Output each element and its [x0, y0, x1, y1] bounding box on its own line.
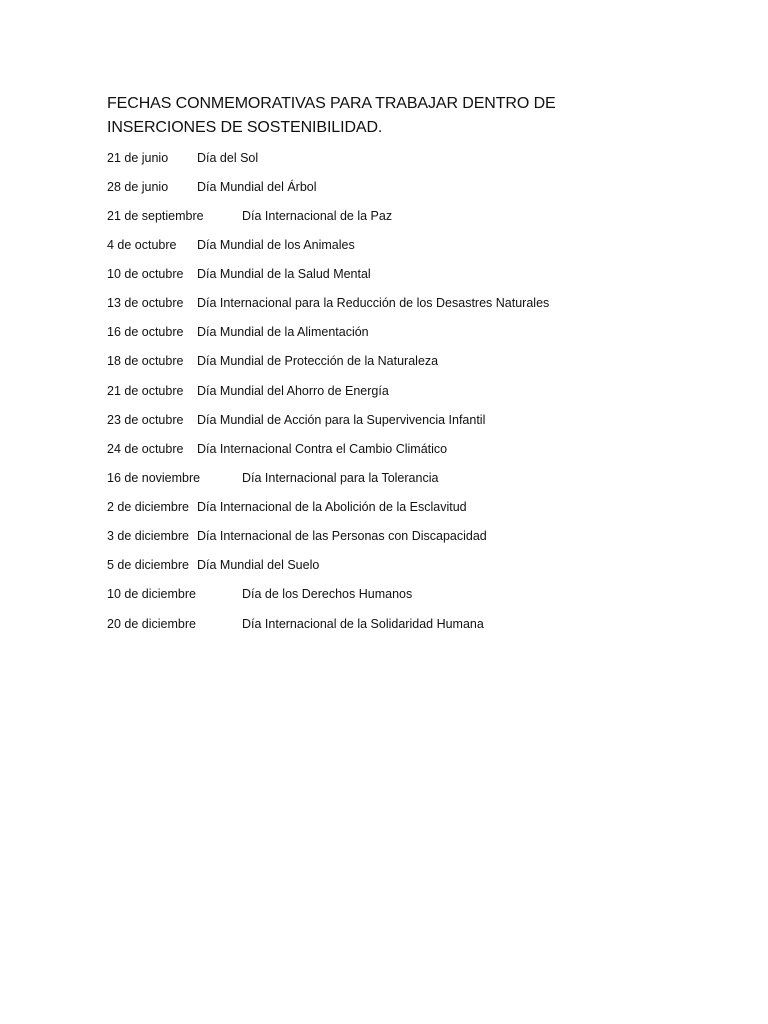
list-item: [107, 439, 707, 459]
entry-event: Día de los Derechos Humanos: [242, 587, 413, 601]
entry-event: Día Internacional Contra el Cambio Climático: [197, 442, 448, 456]
list-item: [107, 148, 707, 168]
list-item: [107, 322, 707, 342]
entry-date: 20 de diciembre: [107, 617, 196, 631]
entry-event: Día Internacional de la Paz: [242, 209, 393, 223]
list-item: [107, 584, 707, 604]
list-item: [107, 614, 707, 634]
list-item: [107, 206, 707, 226]
entry-date: 21 de junio: [107, 151, 169, 165]
list-item: [107, 264, 707, 284]
entry-date: 2 de diciembre: [107, 500, 189, 514]
entry-date: 13 de octubre: [107, 296, 184, 310]
list-item: [107, 526, 707, 546]
list-item: [107, 293, 707, 313]
entry-event: Día Mundial del Árbol: [197, 180, 317, 194]
entry-event: Día Mundial del Suelo: [197, 558, 320, 572]
document-title: FECHAS CONMEMORATIVAS PARA TRABAJAR DENTRO DE INSERCIONES DE SOSTENIBILIDAD.: [107, 95, 556, 136]
entry-event: Día Mundial de Acción para la Supervivencia Infantil: [197, 413, 486, 427]
entry-date: 10 de octubre: [107, 267, 184, 281]
entry-event: Día Internacional de la Abolición de la Esclavitud: [197, 500, 467, 514]
entry-date: 23 de octubre: [107, 413, 184, 427]
entry-event: Día Internacional para la Tolerancia: [242, 471, 439, 485]
entry-date: 10 de diciembre: [107, 587, 196, 601]
entry-date: 16 de noviembre: [107, 471, 201, 485]
entry-date: 21 de septiembre: [107, 209, 204, 223]
entry-event: Día Internacional de las Personas con Discapacidad: [197, 529, 487, 543]
list-item: [107, 351, 707, 371]
list-item: [107, 555, 707, 575]
entry-event: Día Internacional de la Solidaridad Humana: [242, 617, 484, 631]
entry-date: 4 de octubre: [107, 238, 177, 252]
entry-event: Día Mundial de la Salud Mental: [197, 267, 371, 281]
entry-event: Día Mundial del Ahorro de Energía: [197, 384, 389, 398]
entry-event: Día Internacional para la Reducción de los Desastres Naturales: [197, 296, 550, 310]
entry-date: 21 de octubre: [107, 384, 184, 398]
list-item: [107, 497, 707, 517]
list-item: [107, 410, 707, 430]
list-item: [107, 235, 707, 255]
entry-event: Día Mundial de los Animales: [197, 238, 355, 252]
entry-event: Día del Sol: [197, 151, 259, 165]
entry-event: Día Mundial de Protección de la Naturaleza: [197, 354, 439, 368]
list-item: [107, 381, 707, 401]
entry-date: 5 de diciembre: [107, 558, 189, 572]
entry-date: 24 de octubre: [107, 442, 184, 456]
entry-event: Día Mundial de la Alimentación: [197, 325, 369, 339]
entry-date: 18 de octubre: [107, 354, 184, 368]
list-item: [107, 468, 707, 488]
entry-date: 16 de octubre: [107, 325, 184, 339]
entry-date: 3 de diciembre: [107, 529, 189, 543]
list-item: [107, 177, 707, 197]
entry-date: 28 de junio: [107, 180, 169, 194]
